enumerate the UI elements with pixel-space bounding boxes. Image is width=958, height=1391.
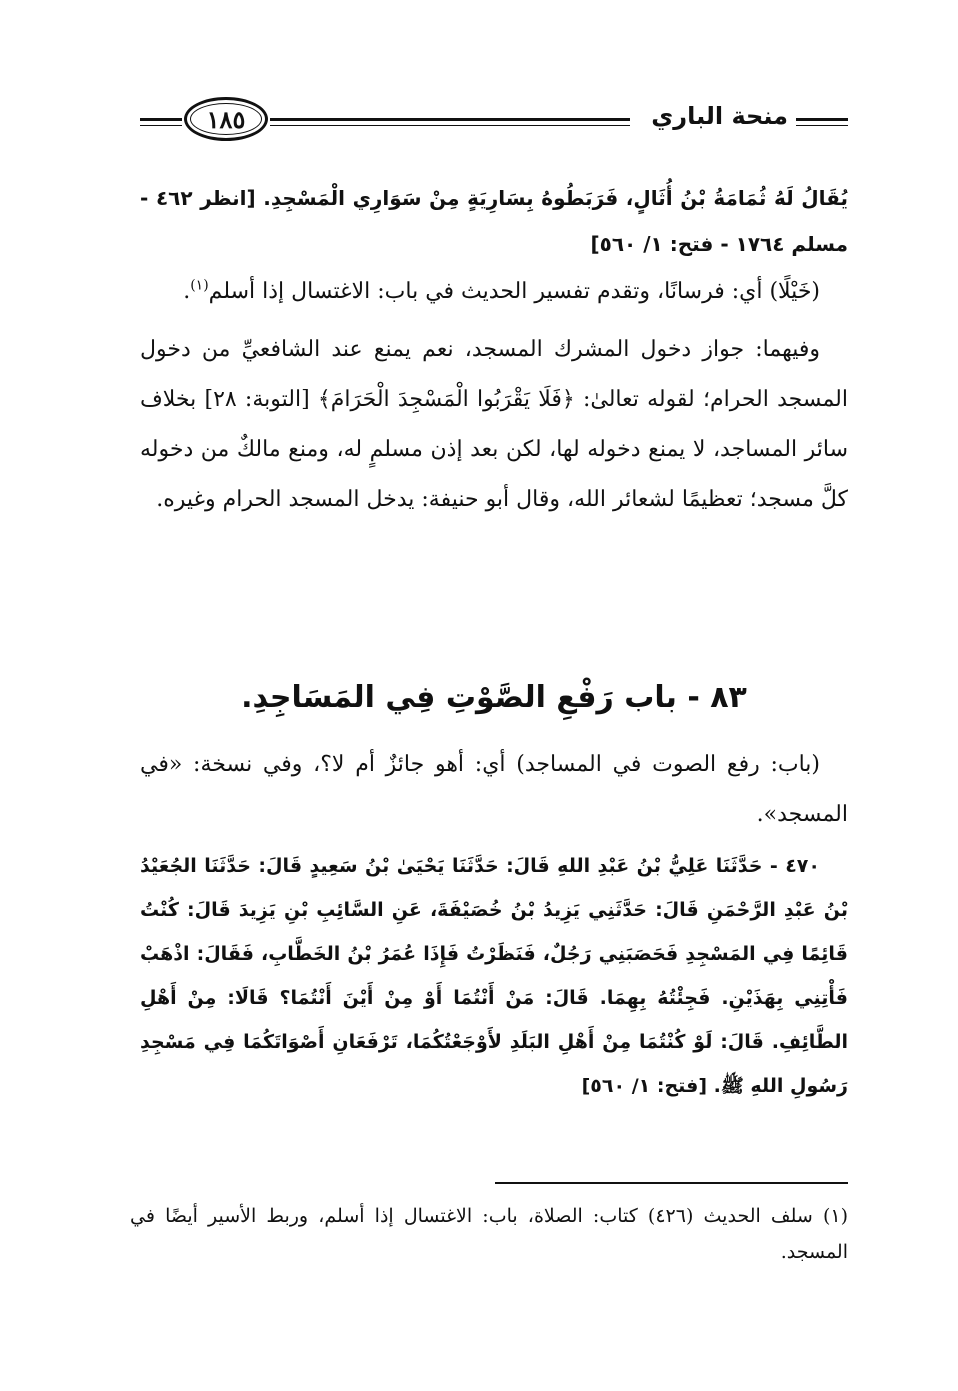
chapter-heading: ٨٣ - باب رَفْعِ الصَّوْتِ فِي المَسَاجِدِ. xyxy=(241,680,747,715)
text-block-2 xyxy=(140,740,848,1108)
footnote xyxy=(130,1198,848,1270)
footnote-divider xyxy=(495,1182,848,1184)
paragraph-chapter-explanation: (باب: رفع الصوت في المساجد) أي: أهو جائزٌ أم لا؟، وفي نسخة: «في المسجد». xyxy=(140,752,848,827)
hadith-continuation: يُقَالُ لَهُ ثُمَامَةُ بْنُ أُثَالٍ، فَرَبَطُوهُ بِسَارِيَةٍ مِنْ سَوَارِي الْمَسْجِدِ. [انظر ٤٦٢ - مسلم ١٧٦٤ - فتح: ١/ ٥٦٠] xyxy=(140,186,849,256)
footnote-marker: (١) xyxy=(190,277,209,294)
text-block-1 xyxy=(140,175,848,525)
hadith-470: ٤٧٠ - حَدَّثَنَا عَلِيُّ بْنُ عَبْدِ اللهِ قَالَ: حَدَّثَنَا يَحْيَىٰ بْنُ سَعِيدٍ قَالَ: حَدَّثَنَا الجُعَيْدُ بْنُ عَبْدِ الرَّحْمَنِ قَالَ: حَدَّثَنِي يَزِيدُ بْنُ خُصَيْفَةَ، عَنِ السَّائِبِ بْنِ يَزِيدَ قَالَ: كُنْتُ قَائِمًا فِي المَسْجِدِ فَحَصَبَنِي رَجُلٌ، فَنَظَرْتُ فَإِذَا عُمَرُ بْنُ الخَطَّابِ، فَقَالَ: اذْهَبْ فَأْتِنِي بِهَذَيْنِ. فَجِئْتُهُ بِهِمَا. قَالَ: مَنْ أَنْتُمَا أَوْ مِنْ أَيْنَ أَنْتُمَا؟ قَالَا: مِنْ أَهْلِ الطَّائِفِ. قَالَ: لَوْ كُنْتُمَا مِنْ أَهْلِ البَلَدِ لأَوْجَعْتُكُمَا، تَرْفَعَانِ أَصْوَاتَكُمَا فِي مَسْجِدِ رَسُولِ اللهِ ﷺ. [فتح: ١/ ٥٦٠] xyxy=(140,855,848,1097)
paragraph-explanation-text: (خَيْلًا) أي: فرسانًا، وتقدم تفسير الحديث في باب: الاغتسال إذا أسلم xyxy=(208,279,820,304)
book-title: منحة الباري xyxy=(651,102,788,130)
footnote-text: (١) سلف الحديث (٤٢٦) كتاب: الصلاة، باب: الاغتسال إذا أسلم، وربط الأسير أيضًا في المسجد. xyxy=(130,1205,848,1263)
page-number-badge xyxy=(184,97,268,141)
paragraph-explanation-end: . xyxy=(183,279,191,304)
paragraph-ruling: وفيهما: جواز دخول المشرك المسجد، نعم يمنع عند الشافعيِّ من دخول المسجد الحرام؛ لقوله تعالىٰ: ﴿فَلَا يَقْرَبُوا الْمَسْجِدَ الْحَرَامَ﴾ [التوبة: ٢٨] بخلاف سائر المساجد، لا يمنع دخوله لها، لكن بعد إذن مسلمٍ له، ومنع مالكٌ من دخوله كلَّ مسجد؛ تعظيمًا لشعائر الله، وقال أبو حنيفة: يدخل المسجد الحرام وغيره. xyxy=(140,337,848,512)
page-header xyxy=(140,92,848,152)
header-rule-left xyxy=(140,118,182,126)
page-number: ١٨٥ xyxy=(206,104,246,134)
header-rule-middle xyxy=(270,118,630,126)
header-rule-right xyxy=(796,118,848,126)
paragraph-explanation xyxy=(140,267,848,317)
